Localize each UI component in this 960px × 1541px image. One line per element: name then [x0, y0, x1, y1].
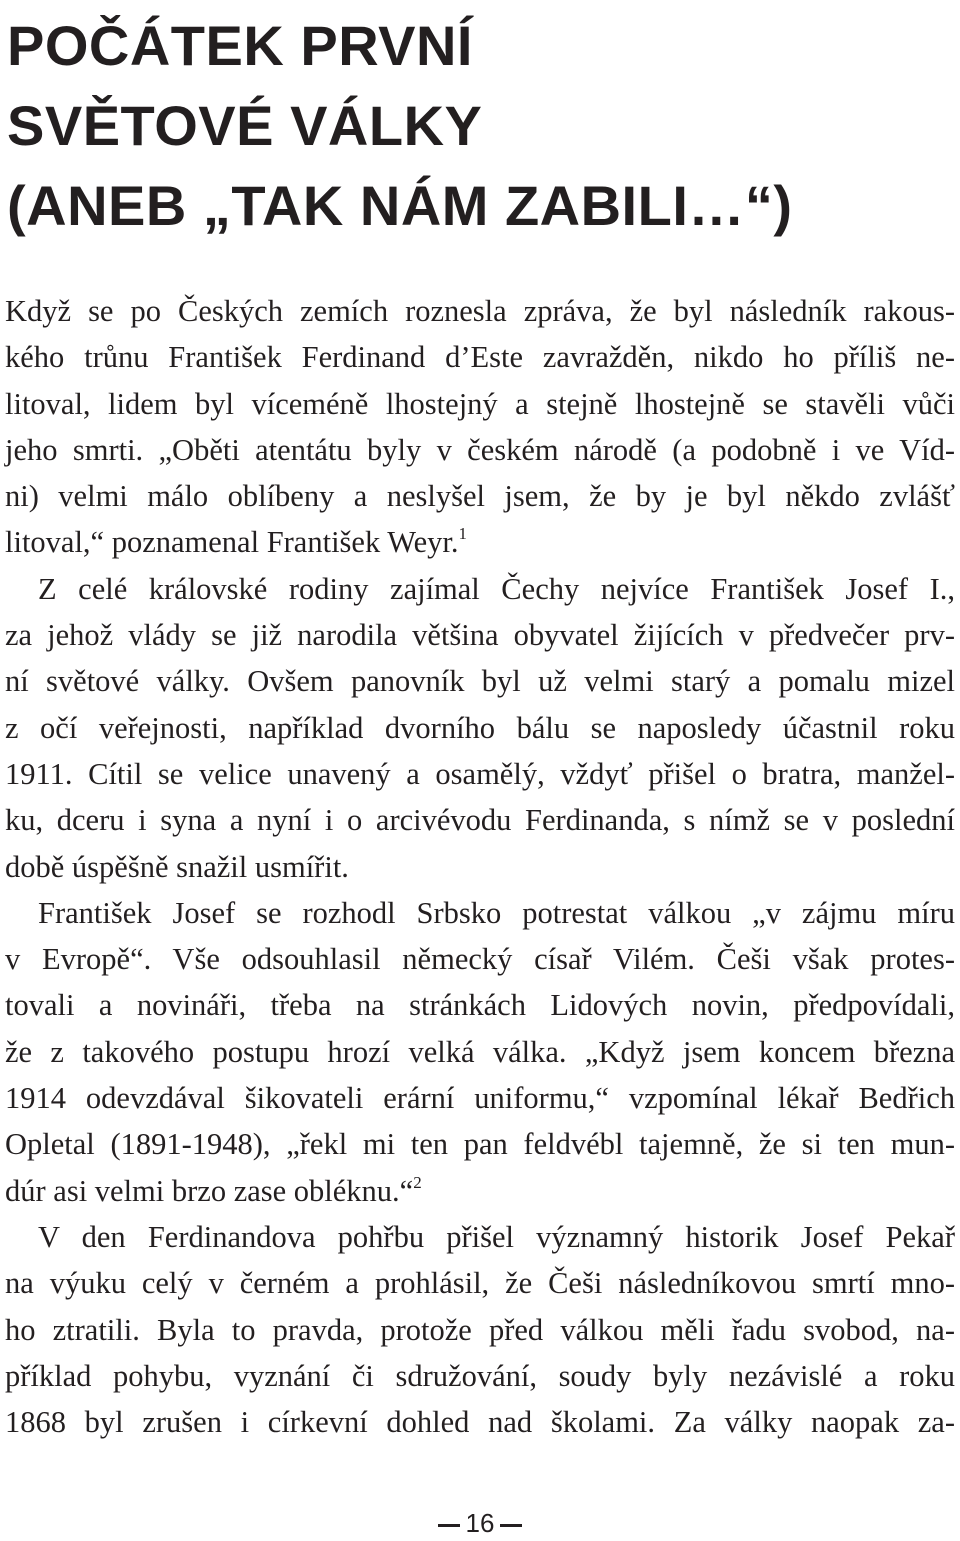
body-line: Opletal (1891-1948), „řekl mi ten pan feldvébl tajemně, že si ten mun- [5, 1127, 955, 1162]
page-number: 16 [465, 1508, 495, 1538]
footnote-marker: 1 [458, 524, 468, 544]
body-line: tovali a novináři, třeba na stránkách Lidových novin, předpovídali, [5, 988, 955, 1023]
body-line: ní světové války. Ovšem panovník byl už velmi starý a pomalu mizel [5, 664, 955, 699]
chapter-heading-line: POČÁTEK PRVNÍ [7, 14, 473, 77]
body-line: na výuku celý v černém a prohlásil, že Češi následníkovou smrtí mno- [5, 1266, 955, 1301]
folio-dash-right [500, 1524, 522, 1527]
chapter-body [5, 288, 955, 1445]
body-line: jeho smrti. „Oběti atentátu byly v českém národě (a podobně i ve Víd- [5, 432, 955, 467]
body-line: 1911. Cítil se velice unavený a osamělý, vždyť přišel o bratra, manžel- [5, 756, 955, 791]
body-line [5, 1168, 955, 1214]
chapter-heading [7, 6, 793, 246]
chapter-heading-line: SVĚTOVÉ VÁLKY [7, 94, 483, 157]
body-line: František Josef se rozhodl Srbsko potrestat válkou „v zájmu míru [38, 895, 955, 930]
body-line [5, 519, 955, 565]
page-folio [0, 1505, 960, 1541]
body-line: kého trůnu František Ferdinand d’Este zavražděn, nikdo ho příliš ne- [5, 340, 955, 375]
body-line: litoval, lidem byl víceméně lhostejný a stejně lhostejně se stavěli vůči [5, 386, 955, 421]
body-line: příklad pohybu, vyznání či sdružování, soudy byly nezávislé a roku [5, 1358, 955, 1393]
body-line: ho ztratili. Byla to pravda, protože před válkou měli řadu svobod, na- [5, 1312, 955, 1347]
body-line: že z takového postupu hrozí velká válka. „Když jsem koncem března [5, 1034, 955, 1069]
chapter-heading-line: (ANEB „TAK NÁM ZABILI…“) [7, 174, 793, 237]
body-line: ni) velmi málo oblíbeny a neslyšel jsem, že by je byl někdo zvlášť [5, 479, 955, 514]
body-line: za jehož vlády se již narodila většina obyvatel žijících v předvečer prv- [5, 618, 955, 653]
body-line: v Evropě“. Vše odsouhlasil německý císař Vilém. Češi však protes- [5, 942, 955, 977]
body-line: ku, dceru i syna a nyní i o arcivévodu Ferdinanda, s nímž se v poslední [5, 803, 955, 838]
body-line: Když se po Českých zemích roznesla zpráva, že byl následník rakous- [5, 294, 955, 328]
folio-dash-left [438, 1524, 460, 1527]
body-line: 1868 byl zrušen i církevní dohled nad školami. Za války naopak za- [5, 1405, 955, 1440]
body-line: době úspěšně snažil usmířit. [5, 849, 349, 884]
body-line: 1914 odevzdával šikovateli erární uniformu,“ vzpomínal lékař Bedřich [5, 1081, 955, 1116]
body-line-text: litoval,“ poznamenal František Weyr. [5, 525, 459, 560]
body-line-text: dúr asi velmi brzo zase obléknu.“ [5, 1173, 414, 1208]
body-line: V den Ferdinandova pohřbu přišel významný historik Josef Pekař [38, 1219, 955, 1254]
body-line: Z celé královské rodiny zajímal Čechy nejvíce František Josef I., [38, 571, 955, 606]
body-line: z očí veřejnosti, například dvorního bálu se naposledy účastnil roku [5, 710, 955, 745]
footnote-marker: 2 [413, 1172, 422, 1192]
